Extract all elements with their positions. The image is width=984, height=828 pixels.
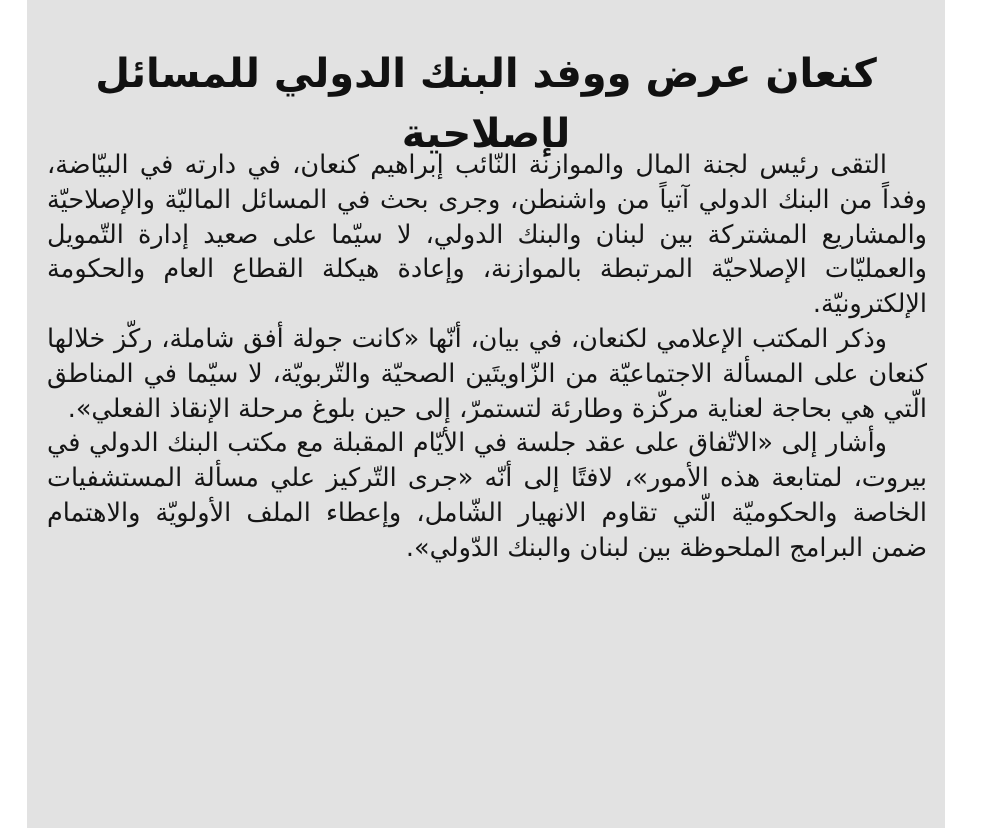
- article-paragraph-2: وذكر المكتب الإعلامي لكنعان، في بيان، أنّها «كانت جولة أفق شاملة، ركّز خلالها كنعان على المسألة الاجتماعيّة من الزّاويتَين الصحيّة والتّربويّة، لا سيّما في المناطق الّتي هي بحاجة لعناية مركّزة وطارئة لتستمرّ، إلى حين بلوغ مرحلة الإنقاذ الفعلي».: [47, 323, 927, 424]
- article-body: [47, 148, 927, 566]
- article-paragraph-3: وأشار إلى «الاتّفاق على عقد جلسة في الأيّام المقبلة مع مكتب البنك الدولي في بيروت، لمتابعة هذه الأمور»، لافتًا إلى أنّه «جرى التّركيز علي مسألة المستشفيات الخاصة والحكوميّة الّتي تقاوم الانهيار الشّامل، وإعطاء الملف الأولويّة والاهتمام ضمن البرامج الملحوظة بين لبنان والبنك الدّولي».: [47, 428, 927, 563]
- article-paragraph-1: التقى رئيس لجنة المال والموازنة النّائب إبراهيم كنعان، في دارته في البيّاضة، وفداً من البنك الدولي آتياً من واشنطن، وجرى بحث في المسائل الماليّة والإصلاحيّة والمشاريع المشتركة بين لبنان والبنك الدولي، لا سيّما على صعيد إدارة التّمويل والعمليّات الإصلاحيّة المرتبطة بالموازنة، وإعادة هيكلة القطاع العام والحكومة الإلكترونيّة.: [47, 150, 927, 320]
- article-headline: كنعان عرض ووفد البنك الدولي للمسائل لإصلاحية: [95, 51, 877, 157]
- news-clipping: [27, 0, 945, 828]
